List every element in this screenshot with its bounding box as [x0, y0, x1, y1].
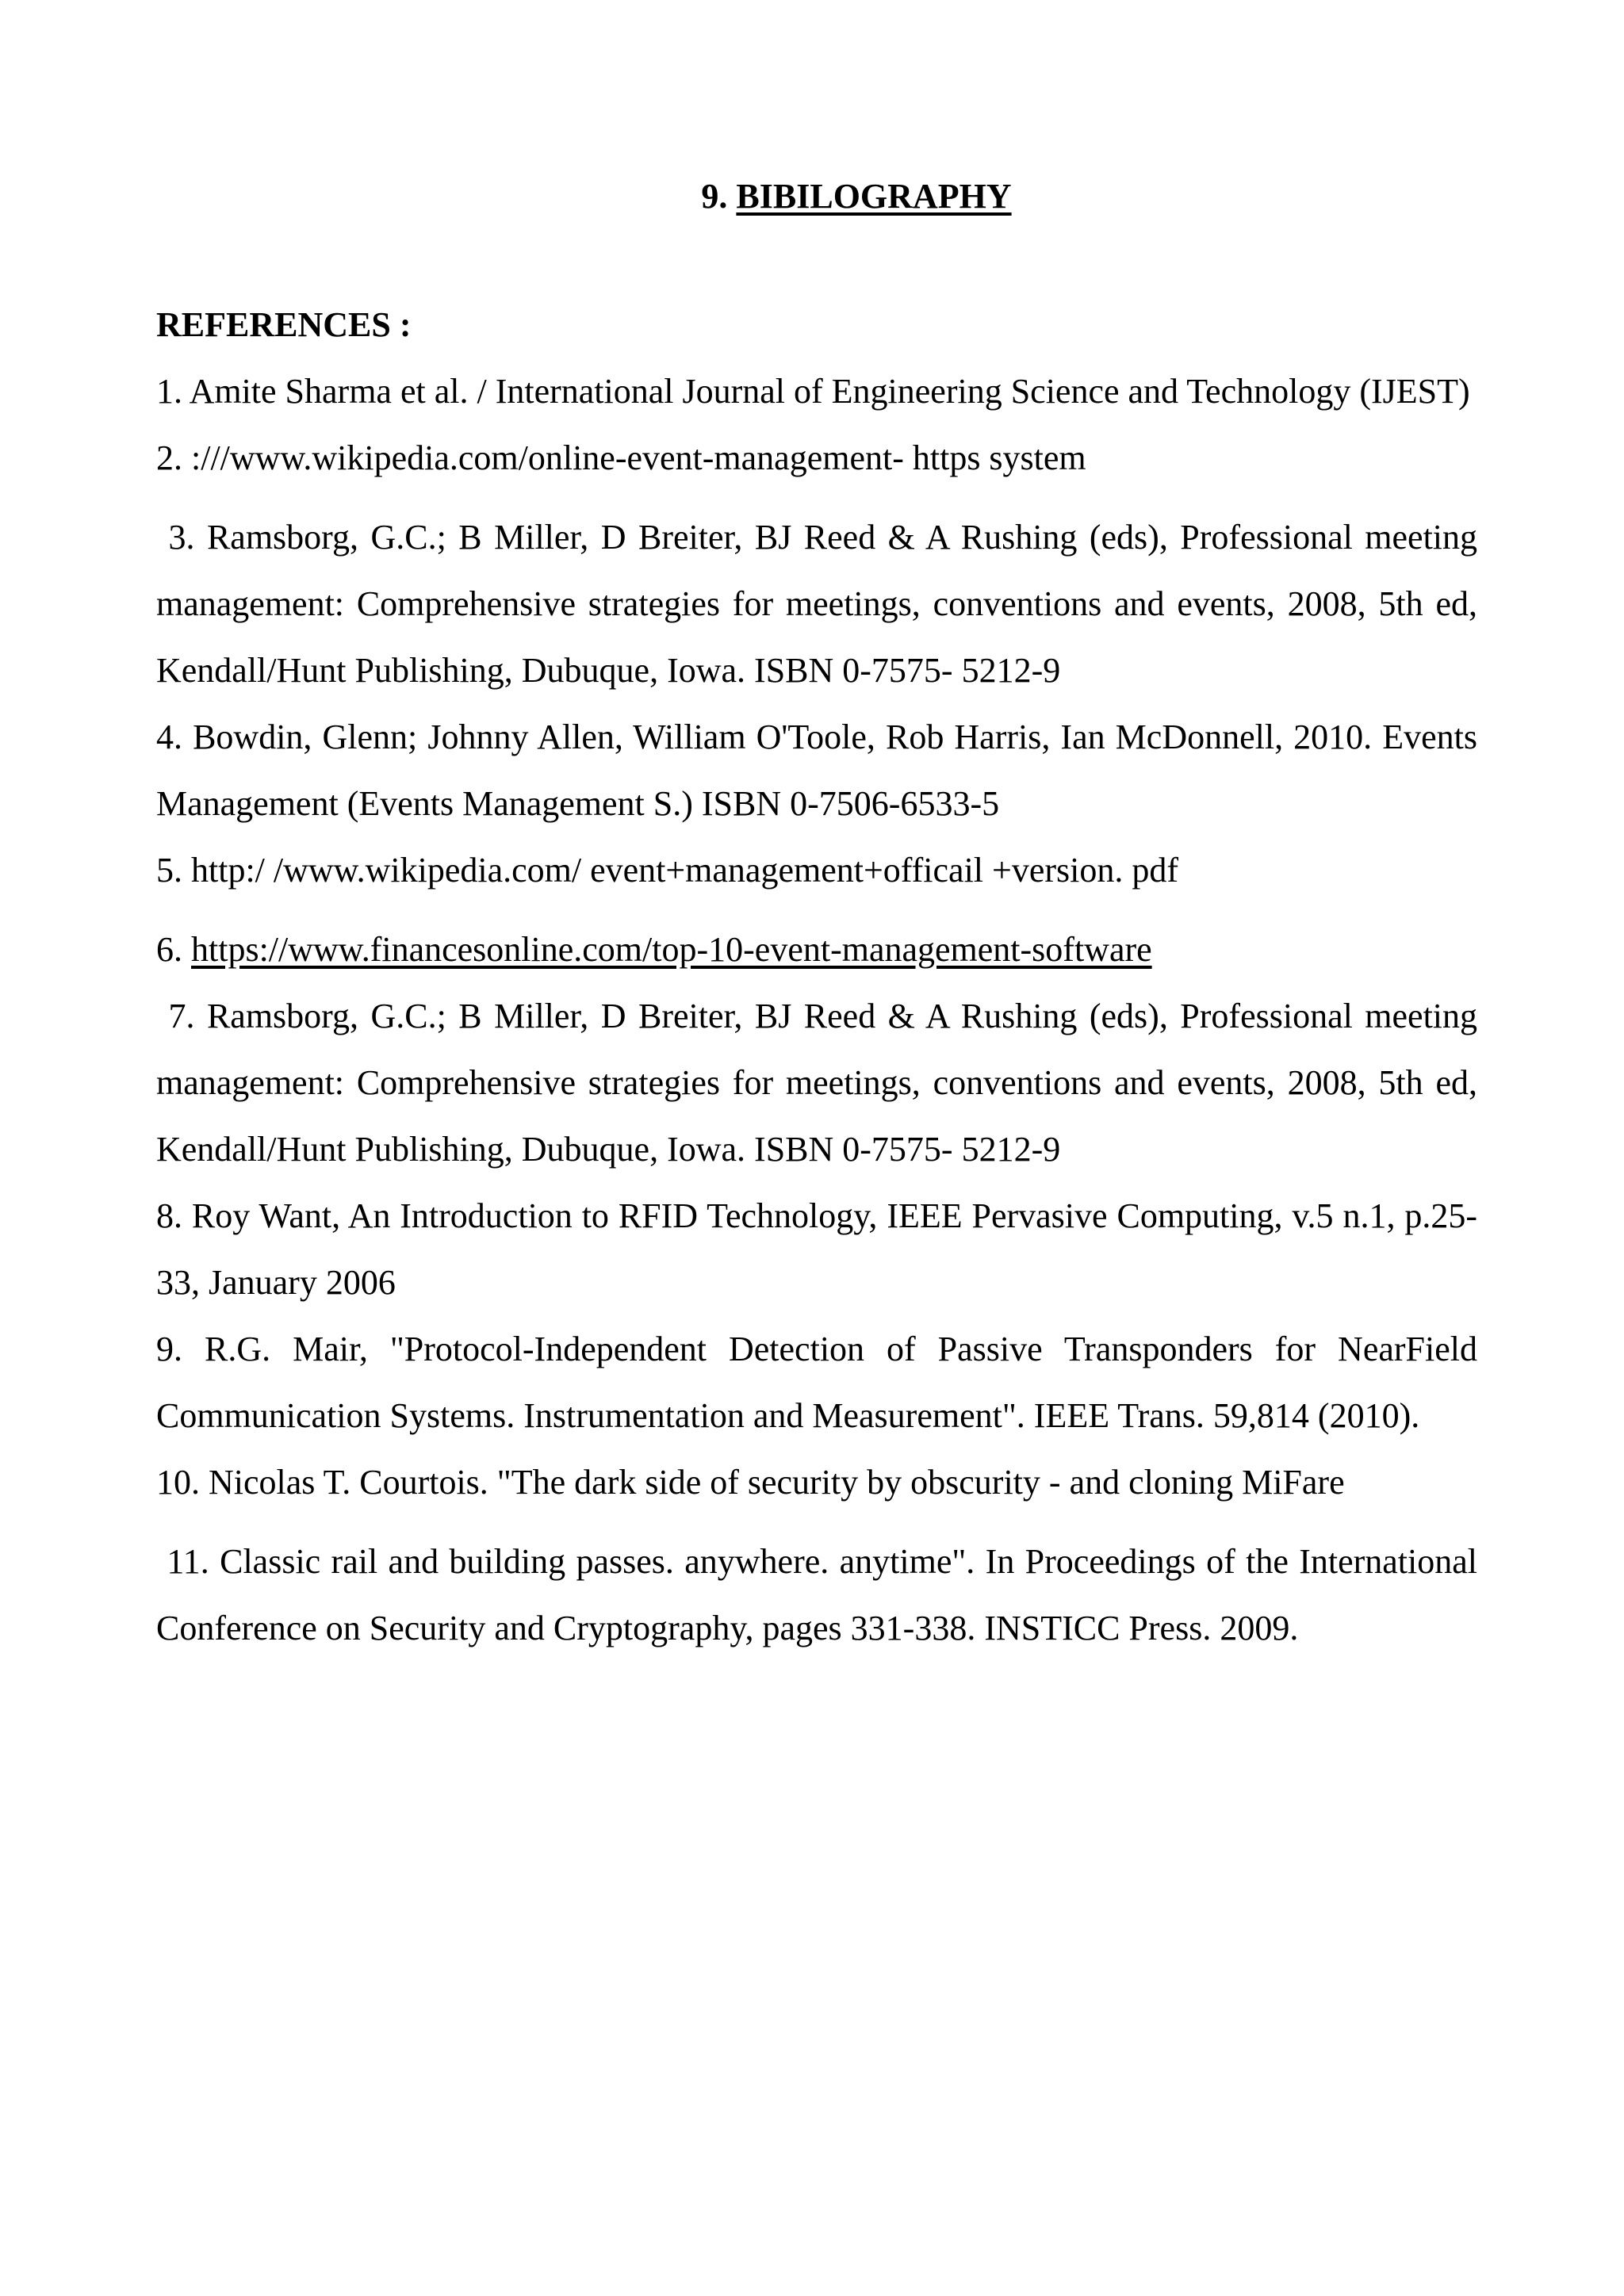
reference-number: 7.	[168, 997, 195, 1035]
reference-10	[156, 1449, 1477, 1516]
page-title	[0, 173, 1624, 220]
reference-text: R.G. Mair, "Protocol-Independent Detection of Passive Transponders for NearField Communication Systems. Instrumentation and Measurement". IEEE Trans. 59,814 (2010).	[156, 1330, 1477, 1435]
reference-link[interactable]: https://www.financesonline.com/top-10-event-management-software	[191, 930, 1152, 969]
reference-number: 6.	[156, 930, 182, 969]
reference-8	[156, 1183, 1477, 1316]
reference-5	[156, 837, 1477, 904]
reference-number: 9.	[156, 1330, 182, 1368]
reference-number: 4.	[156, 718, 182, 756]
reference-text: Amite Sharma et al. / International Journal of Engineering Science and Technology (IJEST)	[189, 372, 1470, 411]
reference-number: 1.	[156, 372, 182, 411]
reference-text: Ramsborg, G.C.; B Miller, D Breiter, BJ Reed & A Rushing (eds), Professional meeting management: Comprehensive strategies for meetings, conventions and events, 2008, 5th ed, Kendall/Hunt Publishing, Dubuque, Iowa. ISBN 0-7575- 5212-9	[156, 997, 1478, 1169]
reference-9	[156, 1316, 1477, 1449]
reference-text: Nicolas T. Courtois. "The dark side of security by obscurity - and cloning MiFare	[209, 1463, 1345, 1502]
reference-number: 2.	[156, 438, 182, 477]
reference-11	[156, 1529, 1477, 1662]
references-body	[156, 292, 1477, 1662]
reference-number: 5.	[156, 851, 182, 890]
reference-text: :///www.wikipedia.com/online-event-management- https system	[191, 438, 1086, 477]
reference-number: 10.	[156, 1463, 200, 1502]
references-heading: REFERENCES :	[156, 305, 412, 344]
reference-number: 8.	[156, 1196, 182, 1235]
reference-1	[156, 358, 1477, 425]
reference-text: Ramsborg, G.C.; B Miller, D Breiter, BJ Reed & A Rushing (eds), Professional meeting management: Comprehensive strategies for meetings, conventions and events, 2008, 5th ed, Kendall/Hunt Publishing, Dubuque, Iowa. ISBN 0-7575- 5212-9	[156, 518, 1478, 690]
reference-4	[156, 704, 1477, 837]
reference-text: Classic rail and building passes. anywhere. anytime". In Proceedings of the International Conference on Security and Cryptography, pages 331-338. INSTICC Press. 2009.	[156, 1542, 1478, 1647]
reference-3	[156, 504, 1477, 704]
reference-number: 3.	[168, 518, 195, 557]
reference-text: Roy Want, An Introduction to RFID Technology, IEEE Pervasive Computing, v.5 n.1, p.25-33, January 2006	[156, 1196, 1477, 1302]
reference-2	[156, 425, 1477, 492]
section-number: 9.	[701, 177, 728, 216]
reference-7	[156, 983, 1477, 1183]
reference-text: Bowdin, Glenn; Johnny Allen, William O'Toole, Rob Harris, Ian McDonnell, 2010. Events Management (Events Management S.) ISBN 0-7506-6533-5	[156, 718, 1477, 823]
reference-number: 11.	[167, 1542, 209, 1581]
section-title: BIBILOGRAPHY	[736, 177, 1012, 216]
reference-6	[156, 916, 1477, 983]
reference-text: http:/ /www.wikipedia.com/ event+management+officail +version. pdf	[191, 851, 1179, 890]
